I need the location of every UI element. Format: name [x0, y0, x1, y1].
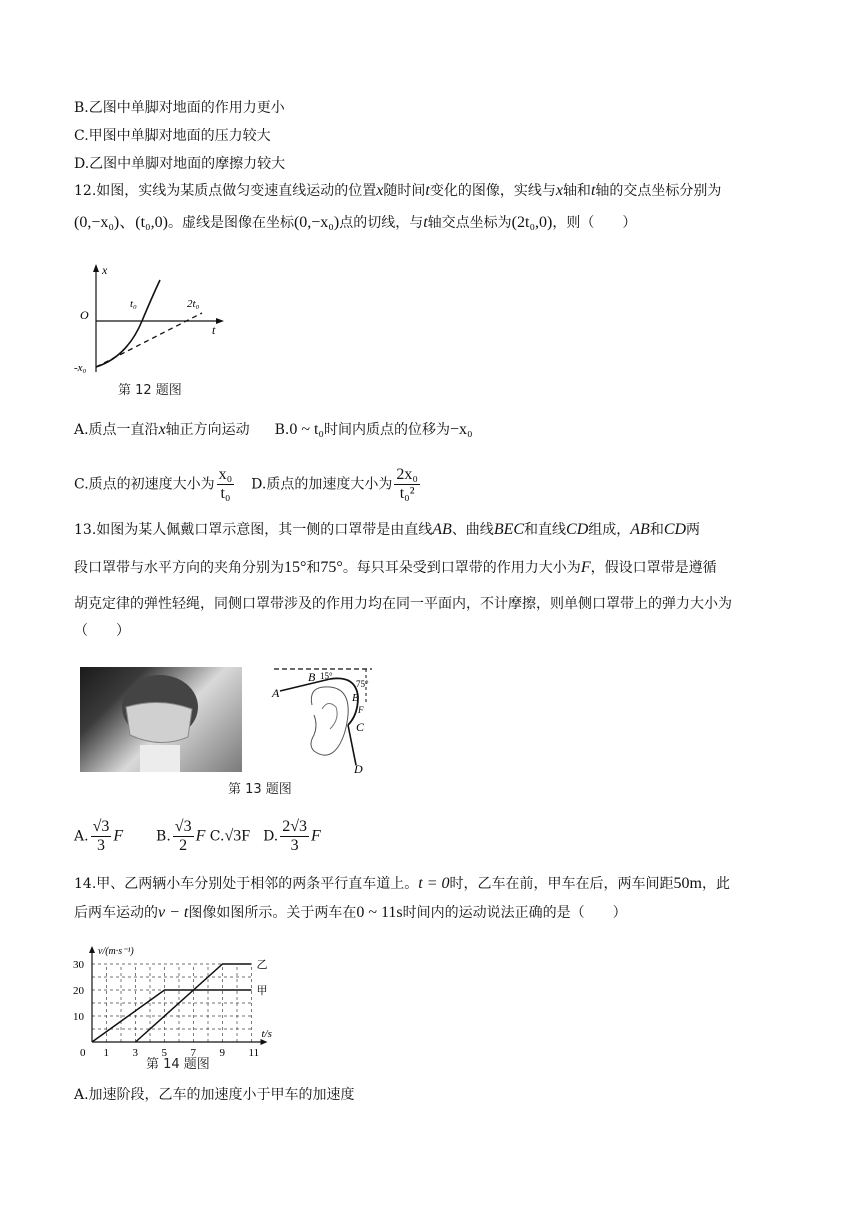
x-tick-label: 5 — [161, 1047, 167, 1058]
q13-label-C: C — [356, 720, 365, 734]
q14-option-a: A.加速阶段，乙车的加速度小于甲车的加速度 — [74, 1087, 355, 1103]
q14-stem-line1: 14.甲、乙两辆小车分别处于相邻的两条平行直车道上。t = 0时，乙车在前，甲车在后，两车间距50m，此 — [74, 875, 730, 892]
option-q11-c: C.甲图中单脚对地面的压力较大 — [74, 128, 271, 144]
q12-caption: 第 12 题图 — [118, 383, 182, 398]
option-q11-d: D.乙图中单脚对地面的摩擦力较大 — [74, 156, 286, 172]
q12-label-O: O — [80, 308, 89, 322]
q12-stem-line2: (0,−x₀)、(t₀,0)。虚线是图像在坐标(0,−x₀)点的切线，与t轴交点坐标为(2t₀,0)，则（ ） — [74, 214, 637, 231]
q12-options-cd: C.质点的初速度大小为 $\frac{\text{x₀}}{\text{t₀}}$ D.质点的加速度大小为 $\frac{\text{2x₀}}{\text{t₀²}}$ — [74, 466, 418, 502]
q13-stem-line3: 胡克定律的弹性轻绳，同侧口罩带涉及的作用力均在同一平面内，不计摩擦，则单侧口罩带上的弹力大小为 — [74, 596, 732, 612]
q13-label-D: D — [354, 762, 363, 776]
q12-xt-graph — [72, 262, 232, 377]
y-tick-label: 30 — [73, 959, 84, 971]
y-tick-label: 10 — [73, 1011, 84, 1023]
q13-label-B: B — [308, 670, 316, 684]
x-tick-label: 3 — [132, 1047, 138, 1058]
x-tick-label: 1 — [103, 1047, 109, 1058]
q13-label-F: F — [358, 705, 364, 715]
q13-ear-diagram — [268, 665, 380, 777]
series-label: 乙 — [256, 958, 268, 971]
x-tick-label: 11 — [248, 1047, 260, 1058]
q13-stem-line1: 13.如图为某人佩戴口罩示意图，其一侧的口罩带是由直线AB、曲线BEC和直线CD组成，AB和CD两 — [74, 521, 701, 538]
q14-caption: 第 14 题图 — [146, 1057, 210, 1072]
q13-caption: 第 13 题图 — [228, 782, 292, 797]
q13-label-75: 75° — [356, 679, 369, 689]
q12-label-t: t — [212, 323, 216, 337]
q13-options: A. $\frac{√3}{3}$ F B. $\frac{√3}{2}$ F C.√3F D. $\frac{2√3}{3}$ F — [74, 818, 321, 854]
q12-stem-line1: 12.如图，实线为某质点做匀变速直线运动的位置x随时间t变化的图像，实线与x轴和t轴的交点坐标分别为 — [74, 182, 722, 199]
x-tick-label: 7 — [190, 1047, 196, 1058]
x-tick-label: 9 — [219, 1047, 225, 1058]
q13-stem-line4: （ ） — [74, 623, 130, 639]
q13-stem-line2: 段口罩带与水平方向的夹角分别为15°和75°。每只耳朵受到口罩带的作用力大小为F，假设口罩带是遵循 — [74, 559, 717, 576]
q12-label-t0: t₀ — [130, 298, 137, 310]
q12-label-2t0: 2t₀ — [187, 298, 200, 310]
q13-label-A: A — [272, 686, 280, 700]
x-axis-label: t/s — [261, 1028, 272, 1040]
y-tick-label: 20 — [73, 985, 84, 997]
mask-photo — [80, 667, 242, 772]
x-tick-label: 0 — [80, 1047, 86, 1058]
q12-label-x: x — [102, 263, 108, 277]
q13-label-E: E — [352, 692, 359, 704]
option-q11-b: B.乙图中单脚对地面的作用力更小 — [74, 100, 285, 116]
q14-stem-line2: 后两车运动的v − t图像如图所示。关于两车在0 ~ 11s时间内的运动说法正确的是（ ） — [74, 904, 627, 921]
q14-vt-chart — [70, 930, 290, 1058]
q12-label-negx0: -x₀ — [74, 362, 87, 374]
series-label: 甲 — [256, 984, 268, 997]
y-axis-arrow — [89, 946, 95, 953]
q12-options-ab: A.质点一直沿x轴正方向运动 B.0 ~ t₀时间内质点的位移为−x₀ — [74, 421, 473, 438]
y-axis-label: v/(m·s⁻¹) — [98, 946, 134, 957]
q13-label-15: 15° — [320, 671, 333, 681]
